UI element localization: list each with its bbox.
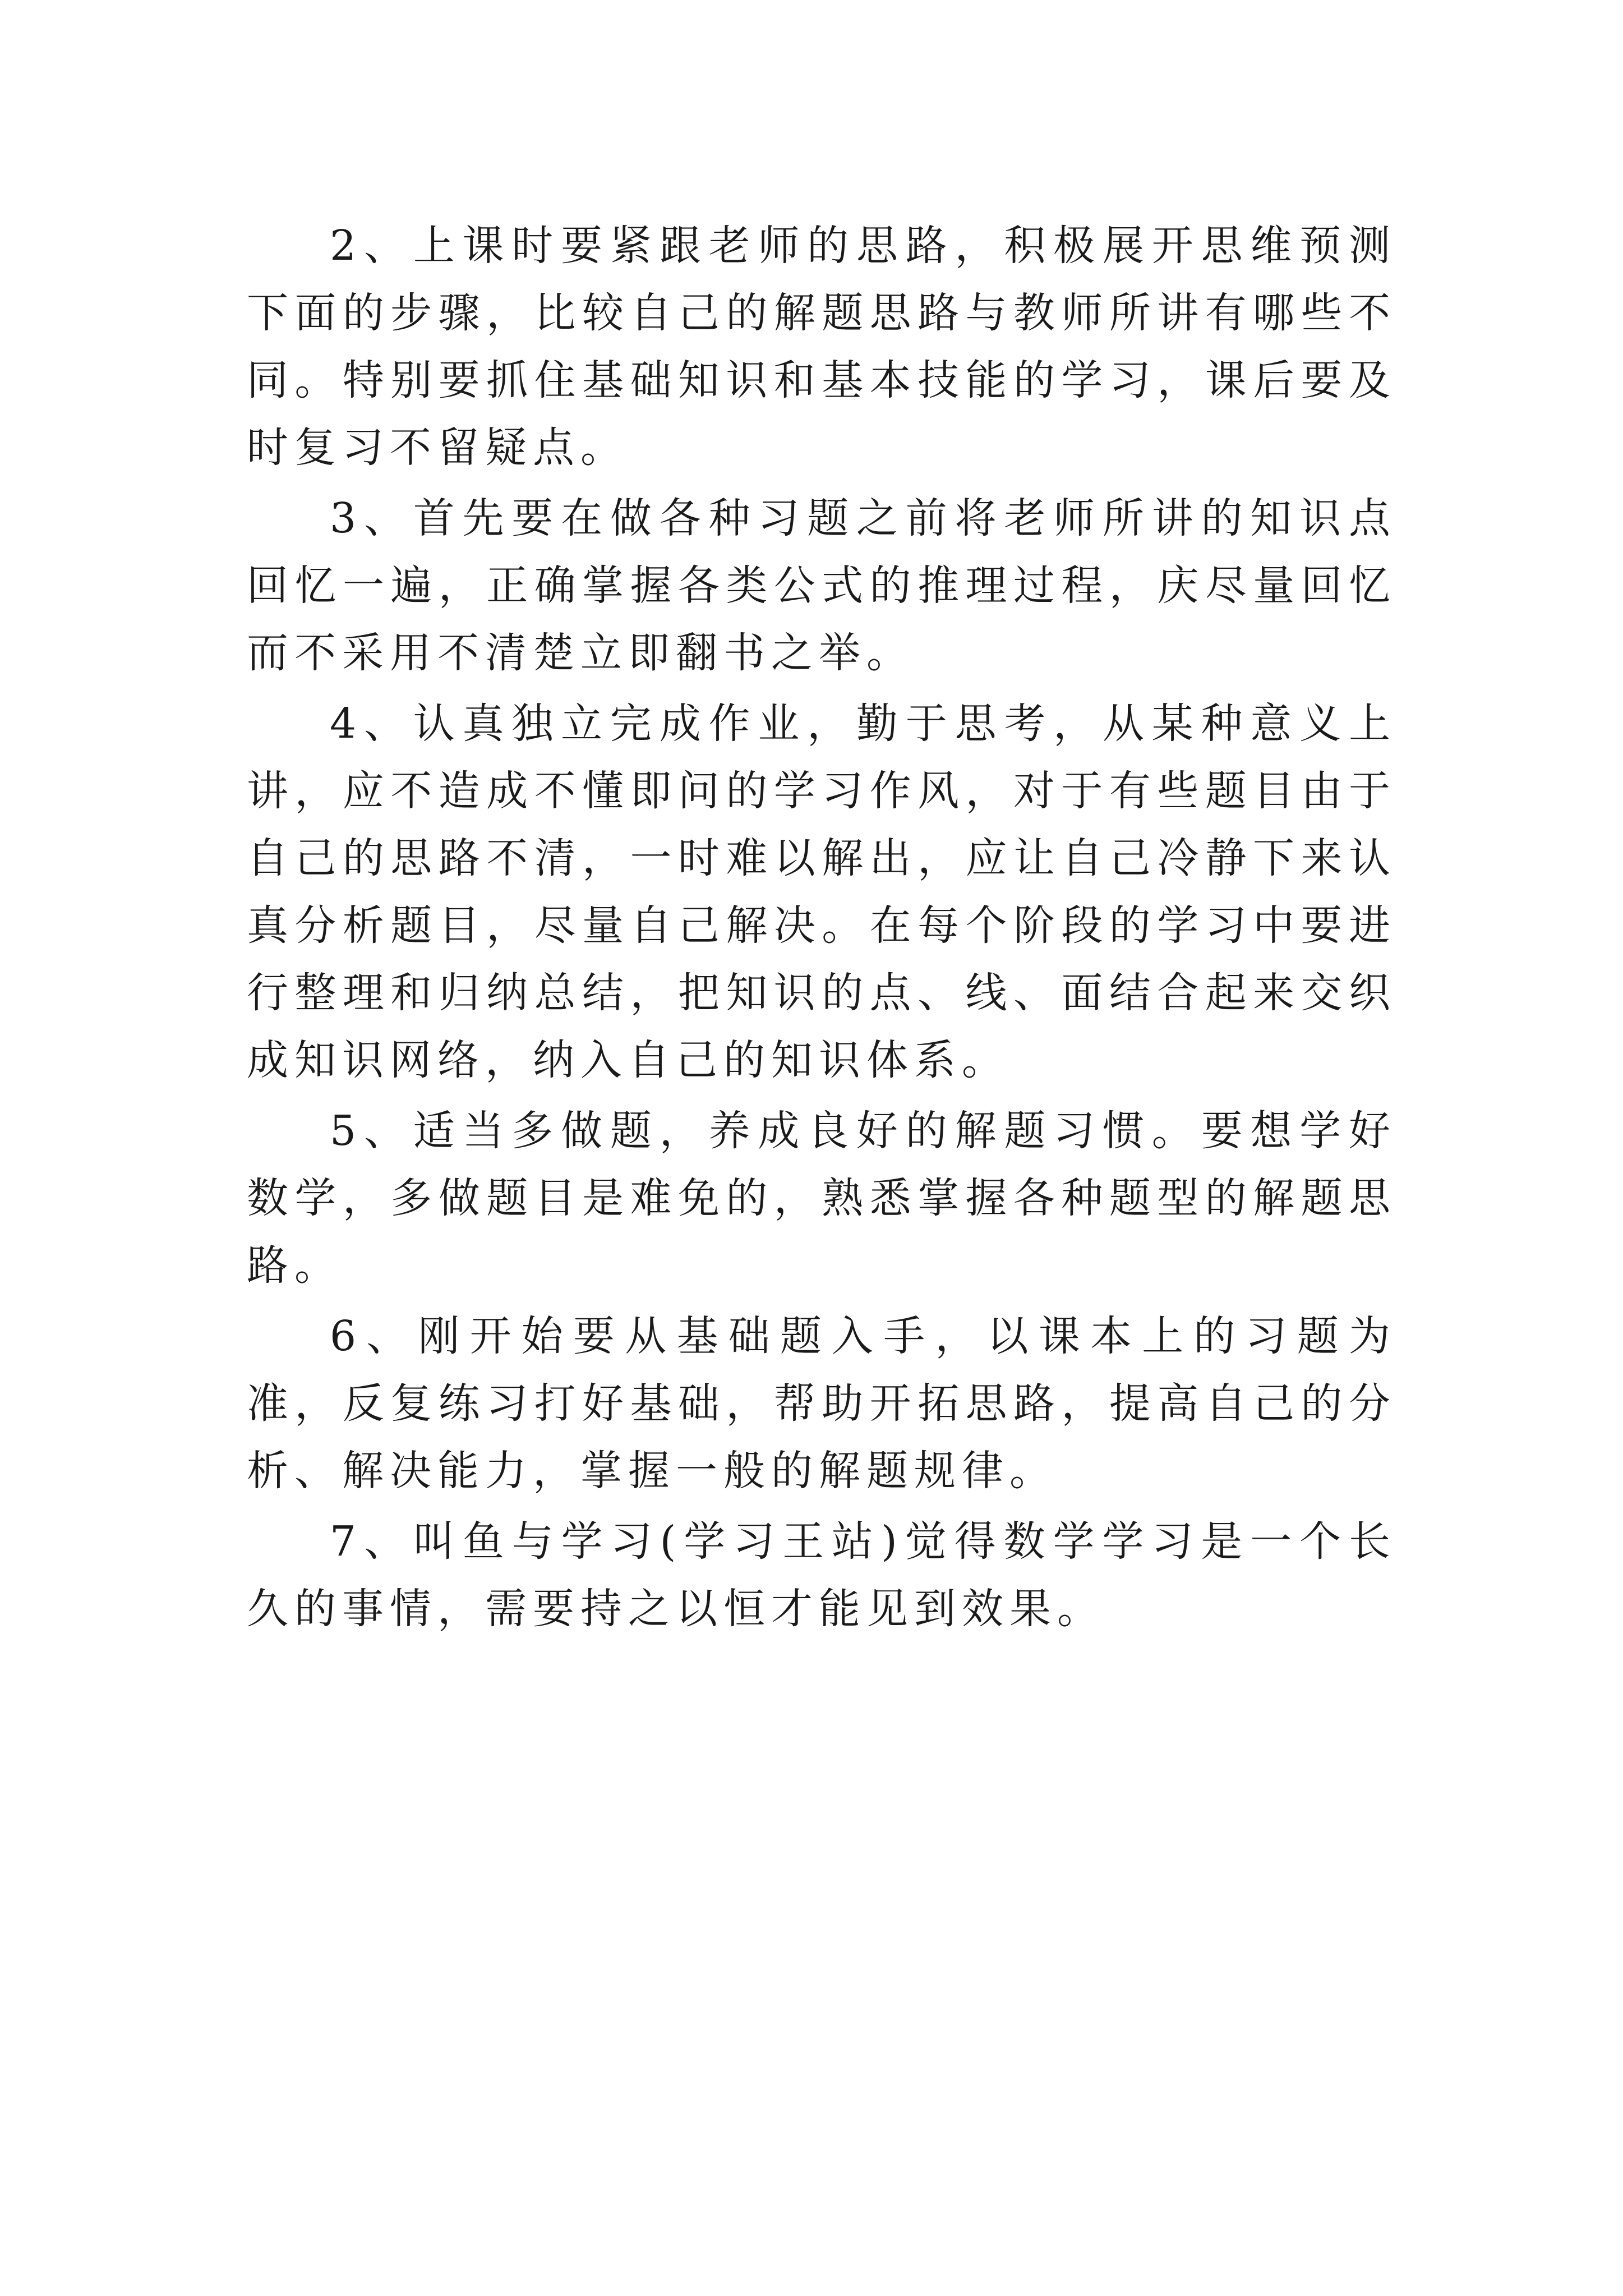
paragraph-item-5: 5、适当多做题，养成良好的解题习惯。要想学好数学，多做题目是难免的，熟悉掌握各种题型的解题思路。 bbox=[247, 1107, 1396, 1290]
document-body bbox=[247, 212, 1396, 1646]
paragraph-item-3: 3、首先要在做各种习题之前将老师所讲的知识点回忆一遍，正确掌握各类公式的推理过程，庆尽量回忆而不采用不清楚立即翻书之举。 bbox=[247, 494, 1396, 677]
paragraph-item-6: 6、刚开始要从基础题入手，以课本上的习题为准，反复练习打好基础，帮助开拓思路，提高自己的分析、解决能力，掌握一般的解题规律。 bbox=[247, 1312, 1396, 1495]
paragraph-item-4: 4、认真独立完成作业，勤于思考，从某种意义上讲，应不造成不懂即问的学习作风，对于有些题目由于自己的思路不清，一时难以解出，应让自己冷静下来认真分析题目，尽量自己解决。在每个阶段的学习中要进行整理和归纳总结，把知识的点、线、面结合起来交织成知识网络，纳入自己的知识体系。 bbox=[247, 700, 1396, 1084]
paragraph-item-7: 7、叫鱼与学习(学习王站)觉得数学学习是一个长久的事情，需要持之以恒才能见到效果。 bbox=[247, 1517, 1396, 1633]
paragraph-item-2: 2、上课时要紧跟老师的思路，积极展开思维预测下面的步骤，比较自己的解题思路与教师所讲有哪些不同。特别要抓住基础知识和基本技能的学习，课后要及时复习不留疑点。 bbox=[247, 222, 1396, 472]
